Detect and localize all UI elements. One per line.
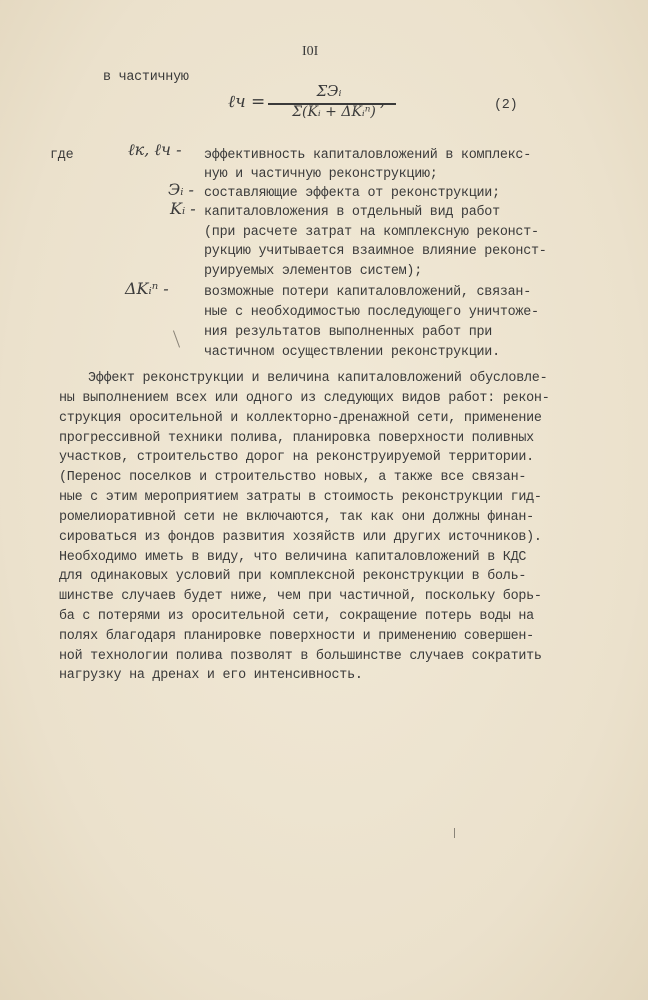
pen-mark (173, 330, 180, 347)
def-line: эффективность капиталовложений в комплекс- (204, 148, 531, 163)
paragraph-line: участков, строительство дорог на реконструируемой территории. (59, 450, 534, 465)
def-line: капиталовложения в отдельный вид работ (204, 205, 500, 220)
paragraph-line: полях благодаря планировке поверхности и применению совершен- (59, 629, 534, 644)
formula-comma: , (380, 92, 385, 110)
def-line: (при расчете затрат на комплексную реконст- (204, 225, 539, 240)
paragraph-line: прогрессивной техники полива, планировка поверхности поливных (59, 431, 534, 446)
symbol-l: ℓк, ℓч - (128, 140, 182, 159)
paragraph-line: ромелиоративной сети не включаются, так как они должны финан- (59, 510, 534, 525)
paragraph-line: ба с потерями из оросительной сети, сокращение потерь воды на (59, 609, 534, 624)
def-line: рукцию учитывается взаимное влияние реконст- (204, 244, 547, 259)
def-line: частичном осуществлении реконструкции. (204, 345, 500, 360)
paragraph-line: ной технологии полива позволят в большинстве случаев сократить (59, 649, 542, 664)
formula-denominator: Σ(Kᵢ + ΔKᵢⁿ) (292, 104, 376, 120)
symbol-e: Эᵢ - (168, 180, 194, 199)
paragraph-line: для одинаковых условий при комплексной реконструкции в боль- (59, 569, 527, 584)
symbol-k: Kᵢ - (170, 199, 196, 218)
paragraph-line: сироваться из фондов развития хозяйств или других источников). (59, 530, 542, 545)
def-line: руируемых элементов систем); (204, 264, 422, 279)
paragraph-line: ные с этим мероприятием затраты в стоимость реконструкции гид- (59, 490, 542, 505)
where-label: где (50, 148, 74, 163)
def-line: ные с необходимостью последующего уничтоже- (204, 305, 539, 320)
intro-text: в частичную (103, 70, 189, 85)
formula (228, 82, 398, 126)
pen-mark (454, 828, 455, 838)
symbol-dk: ΔKᵢⁿ - (125, 279, 169, 298)
def-line: возможные потери капиталовложений, связан- (204, 285, 531, 300)
def-line: ния результатов выполненных работ при (204, 325, 493, 340)
def-line: ную и частичную реконструкцию; (204, 167, 438, 182)
paragraph-line: струкция оросительной и коллекторно-дренажной сети, применение (59, 411, 542, 426)
def-line: составляющие эффекта от реконструкции; (204, 186, 500, 201)
page-number: I0I (302, 44, 319, 59)
paragraph-line: шинстве случаев будет ниже, чем при частичной, поскольку борь- (59, 589, 542, 604)
formula-lhs: ℓч = (228, 92, 266, 112)
formula-numerator: ΣЭᵢ (316, 82, 342, 100)
paragraph-line: ны выполнением всех или одного из следующих видов работ: рекон- (59, 391, 550, 406)
paragraph-line: Эффект реконструкции и величина капиталовложений обусловле- (88, 371, 548, 386)
paragraph-line: нагрузку на дренах и его интенсивность. (59, 668, 363, 683)
formula-number: (2) (494, 98, 518, 113)
paragraph-line: (Перенос поселков и строительство новых, а также все связан- (59, 470, 527, 485)
paragraph-line: Необходимо иметь в виду, что величина капиталовложений в КДС (59, 550, 527, 565)
